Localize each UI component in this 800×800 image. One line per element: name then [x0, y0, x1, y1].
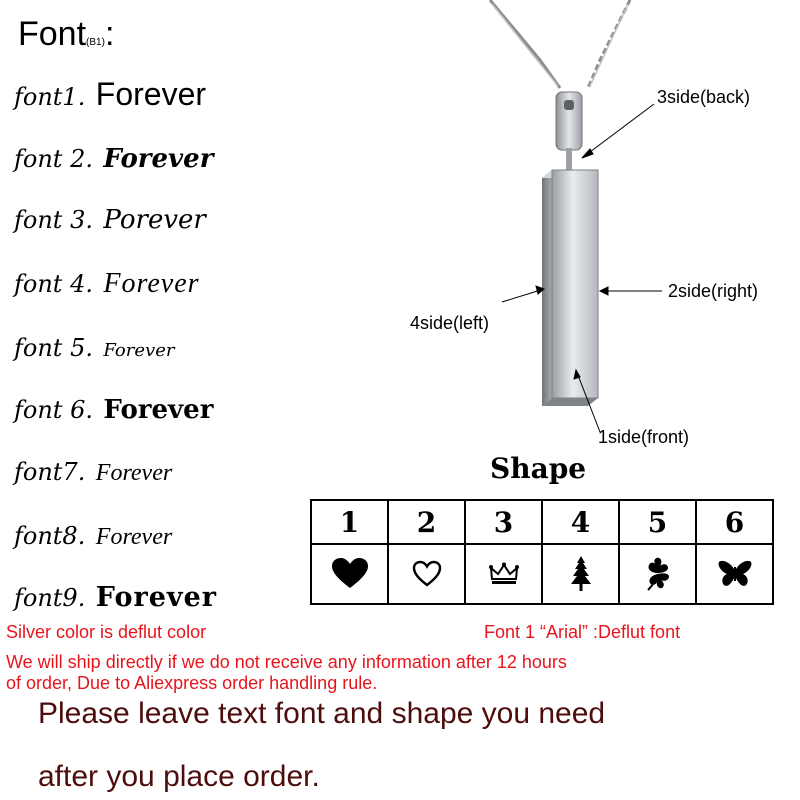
shape-cell-2	[388, 544, 465, 604]
font-section-title	[18, 14, 114, 63]
butterfly-icon	[718, 559, 752, 589]
font-sample: Forever	[95, 582, 217, 613]
request-line-2: after you place order.	[38, 760, 320, 793]
font-label: font 2.	[14, 145, 93, 173]
font-sample: Forever	[103, 144, 214, 174]
font-sample: Porever	[103, 205, 206, 235]
shape-number-5: 5	[619, 500, 696, 544]
shape-number-3: 3	[465, 500, 542, 544]
clover-icon	[641, 557, 675, 591]
bar-front	[552, 170, 598, 398]
font-sample: Forever	[95, 460, 173, 486]
note-shipping-line-2: of order, Due to Aliexpress order handling rule.	[6, 673, 378, 693]
title-colon: :	[104, 15, 115, 53]
crown-icon	[489, 562, 519, 586]
note-shipping-line-1: We will ship directly if we do not receive any information after 12 hours	[6, 652, 567, 672]
font-option-8	[14, 522, 172, 551]
label-side-left: 4side(left)	[410, 313, 490, 333]
label-side-back: 3side(back)	[657, 87, 751, 107]
shape-number-1: 1	[311, 500, 388, 544]
font-option-9	[14, 582, 217, 613]
font-label: font 4.	[14, 270, 93, 298]
shape-cell-4	[542, 544, 619, 604]
font-label: font7.	[14, 458, 86, 486]
label-side-front: 1side(front)	[598, 427, 690, 447]
shape-title: Shape	[490, 452, 587, 485]
heart-filled-icon	[332, 558, 368, 590]
note-default-font: Font 1 “Arial” :Deflut font	[484, 622, 681, 642]
font-option-3	[14, 205, 206, 235]
font-option-7	[14, 458, 172, 487]
font-sample: Forever	[103, 395, 214, 425]
bar-left-side	[542, 170, 552, 406]
shape-table	[310, 499, 774, 605]
shape-cell-3	[465, 544, 542, 604]
shape-cell-6	[696, 544, 773, 604]
note-default-color: Silver color is deflut color	[6, 622, 207, 642]
request-line-1: Please leave text font and shape you need	[38, 697, 606, 730]
font-option-5	[14, 334, 174, 362]
label-side-right: 2side(right)	[668, 281, 759, 301]
shape-number-row	[311, 500, 773, 544]
chain	[490, 0, 630, 88]
font-label: font 3.	[14, 206, 93, 234]
shape-number-6: 6	[696, 500, 773, 544]
title-subscript: (B1)	[86, 37, 105, 48]
shape-icon-row	[311, 544, 773, 604]
font-option-2	[14, 144, 213, 174]
font-label: font 5.	[14, 334, 93, 362]
font-option-6	[14, 395, 213, 425]
font-label: font1.	[14, 83, 86, 111]
font-option-1	[14, 76, 206, 113]
font-option-4	[14, 268, 200, 300]
font-label: font9.	[14, 584, 86, 612]
shape-number-4: 4	[542, 500, 619, 544]
font-sample: Forever	[103, 340, 175, 361]
shape-number-2: 2	[388, 500, 465, 544]
shape-cell-1	[311, 544, 388, 604]
font-label: font8.	[14, 522, 86, 550]
tree-icon	[570, 556, 592, 592]
font-sample: Forever	[95, 76, 207, 112]
title-text: Font	[18, 15, 87, 53]
font-sample: Forever	[95, 524, 173, 550]
heart-outline-icon	[412, 560, 442, 588]
font-label: font 6.	[14, 396, 93, 424]
shape-cell-5	[619, 544, 696, 604]
pendant-illustration	[440, 0, 800, 460]
font-sample: Forever	[103, 268, 200, 299]
